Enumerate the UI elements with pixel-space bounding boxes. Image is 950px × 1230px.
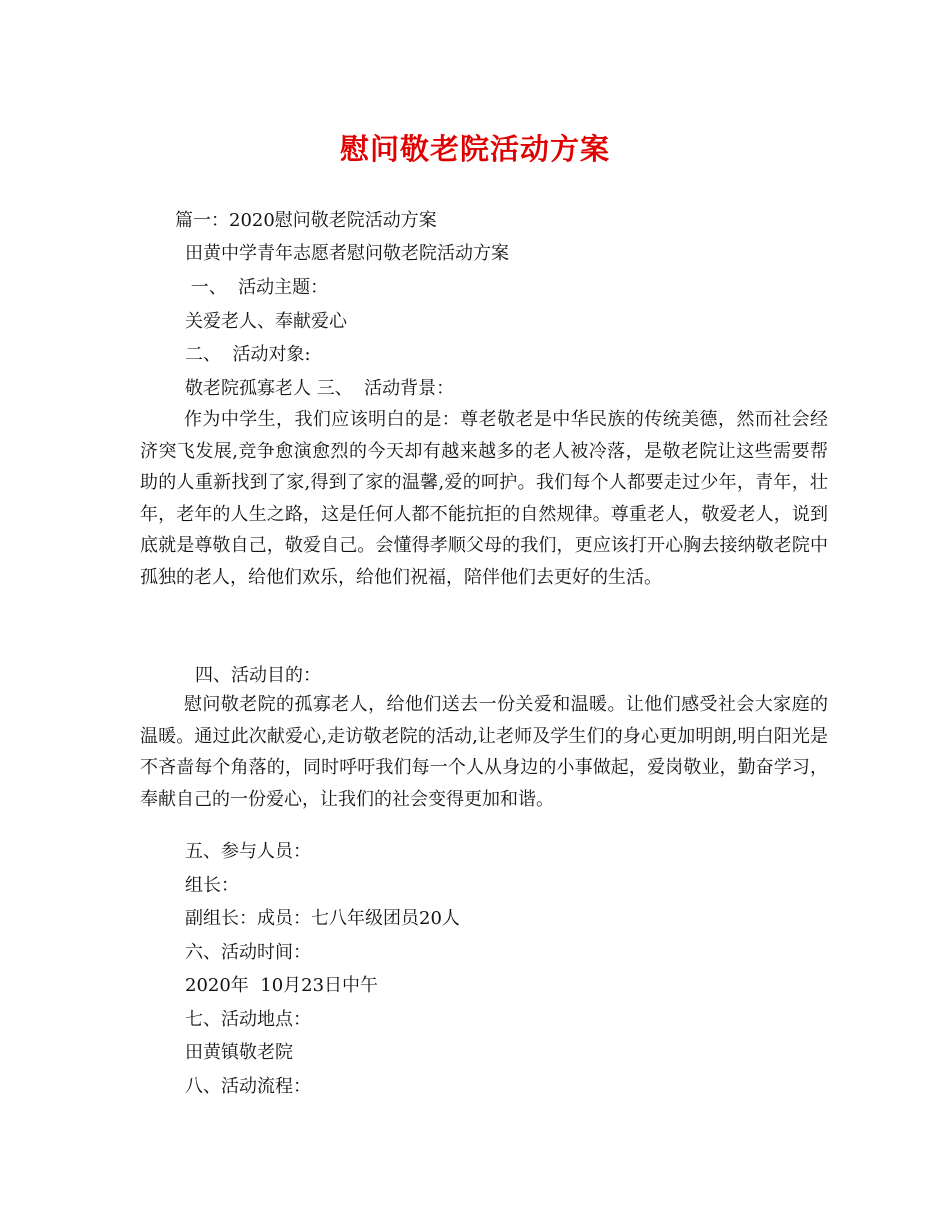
section-6-heading: 六、活动时间： [185,942,311,963]
section-5-heading: 五、参与人员： [185,841,311,862]
section-4-body: 慰问敬老院的孤寡老人，给他们送去一份关爱和温暖。让他们感受社会大家庭的温暖。通过此次献爱心,走访敬老院的活动,让老师及学生们的身心更加明朗,明白阳光是不吝啬每个角落的，同时呼吁我们每一个人从身边的小事做起，爱岗敬业，勤奋学习，奉献自己的一份爱心，让我们的社会变得更加和谐。 [140,694,828,810]
section-2-body: 敬老院孤寡老人 三、 活动背景： [185,378,455,399]
section-5-members: 副组长：成员：七八年级团员20人 [185,908,460,929]
section-5-leader: 组长： [185,875,239,896]
section-1-body: 关爱老人、奉献爱心 [185,311,347,332]
section-1-heading: 一、 活动主题： [185,277,329,298]
section-7-heading: 七、活动地点： [185,1009,311,1030]
document-title: 慰问敬老院活动方案 [339,132,610,166]
section-4-heading: 四、活动目的： [195,665,321,686]
section-6-body: 2020年 10月23日中午 [185,975,379,996]
chapter-heading: 篇一：2020慰问敬老院活动方案 [175,210,437,231]
section-3-body: 作为中学生，我们应该明白的是：尊老敬老是中华民族的传统美德，然而社会经济突飞发展,竞争愈演愈烈的今天却有越来越多的老人被冷落，是敬老院让这些需要帮助的人重新找到了家,得到了家的温馨,爱的呵护。我们每个人都要走过少年，青年，壮年，老年的人生之路，这是任何人都不能抗拒的自然规律。尊重老人，敬爱老人，说到底就是尊敬自己，敬爱自己。会懂得孝顺父母的我们，更应该打开心胸去接纳敬老院中孤独的老人，给他们欢乐，给他们祝福，陪伴他们去更好的生活。 [140,409,828,588]
section-2-heading: 二、 活动对象: [185,344,311,365]
document-subtitle: 田黄中学青年志愿者慰问敬老院活动方案 [185,243,509,264]
section-7-body: 田黄镇敬老院 [185,1042,293,1063]
section-8-heading: 八、活动流程： [185,1076,311,1097]
